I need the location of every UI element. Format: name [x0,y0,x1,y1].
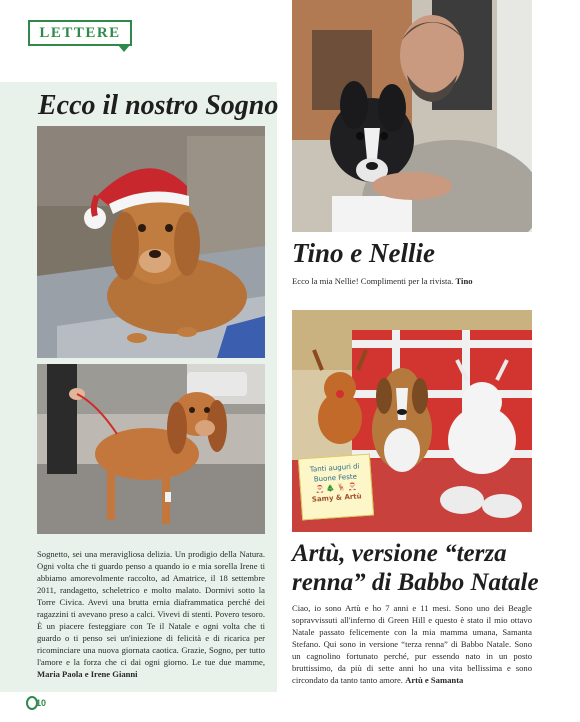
section-tag [28,20,132,46]
letter-2-title: Tino e Nellie [292,238,435,268]
sticker-icons: 🎅 🎄 🦌 🎅 [315,482,358,494]
photo-dog-santa-hat [37,126,265,358]
letter-1-title: Ecco il nostro Sogno [38,90,279,121]
letter-2-text: Ecco la mia Nellie! Complimenti per la rivista. [292,276,456,286]
letter-3-text: Ciao, io sono Artù e ho 7 anni e 11 mesi. Sono uno dei Beagle sopravvissuti all'inferno di Green Hill e questo è stato il mio ottavo Natale passato felicemente con la mia mamma umana, Samanta Stefano. Qui sono in versione “terza renna” di Babbo Natale. Sono un cagnolino fortunato perché, pur essendo nato in un posto bruttissimo, da più di sette anni ho una vita bellissima e sono circondato da tanto tanto amore. [292,603,532,685]
sticker-line-2: Buone Feste [313,472,358,484]
letter-1-body [37,548,265,680]
page-number: 10 [36,698,47,708]
letter-2-signature: Tino [455,276,473,286]
sticker-line-1: Tanti auguri di [309,462,360,474]
greeting-sticker [298,454,374,521]
sticker-line-3: Samy & Artù [311,492,362,504]
photo-dog-rescued [37,364,265,534]
letter-2-body [292,275,532,287]
letter-1-signature: Maria Paola e Irene Gianni [37,669,138,679]
photo-man-with-dog [292,0,532,232]
letter-3-title: Artù, versione “terza renna” di Babbo Natale [292,540,539,596]
letter-3-signature: Artù e Samanta [405,675,464,685]
section-label: LETTERE [39,25,121,41]
letter-1-text: Sognetto, sei una meravigliosa delizia. Un prodigio della Natura. Ogni volta che ti guardo penso a quando io e mia sorella Irene ti abbiamo amorevolmente raccolto, ad Amatrice, il 18 settembre 2011, randagetto, scheletrico e molto malato. Dormivi sotto la Torre Civica. Avevi una brutta ernia diaframmatica perché dei ragazzini ti avevano preso a calci. Vivevi di stenti. Povero tesoro. È un piacere festeggiare con Te il Natale e ogni volta che ti guardo o ti penso sei un'iniezione di felicità e di ricarica per ricominciare una nuova giornata caotica. Grazie, Sogno, per tutto l'amore e la forza che ci dai ogni giorno. Le tue due mamme, [37,549,265,667]
letter-3-body [292,602,532,686]
